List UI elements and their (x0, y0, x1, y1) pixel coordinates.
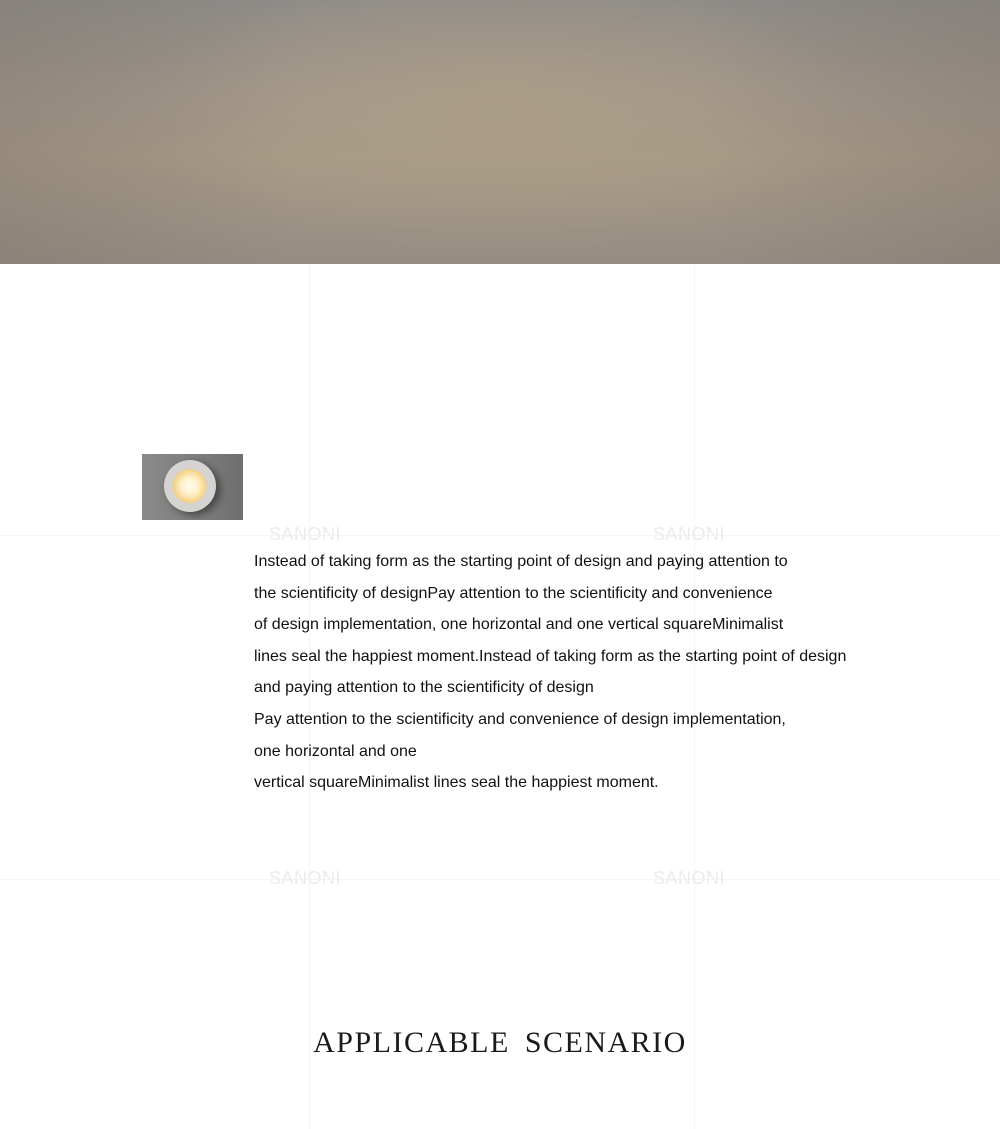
description-line: the scientificity of designPay attention to the scientificity and convenience (254, 584, 773, 602)
lamp-bulb (173, 469, 207, 503)
section-title: APPLICABLE SCENARIO (313, 1026, 687, 1059)
description-line: lines seal the happiest moment.Instead of taking form as the starting point of design (254, 647, 847, 665)
description-line: of design implementation, one horizontal and one vertical squareMinimalist (254, 616, 784, 634)
watermark-grid-line (0, 535, 1000, 536)
watermark-text: SANONI (653, 524, 726, 544)
description-line: and paying attention to the scientificity of design (254, 679, 594, 697)
hero-image (0, 0, 1000, 264)
description-line: vertical squareMinimalist lines seal the happiest moment. (254, 774, 659, 792)
lamp-housing (164, 460, 216, 512)
description-line: Instead of taking form as the starting point of design and paying attention to (254, 553, 788, 570)
watermark-text: SANONI (269, 524, 342, 544)
watermark-text: SANONI (269, 868, 342, 888)
description-line: Pay attention to the scientificity and convenience of design implementation, (254, 710, 786, 728)
watermark-grid-line (0, 879, 1000, 880)
watermark-text: SANONI (653, 868, 726, 888)
description-text (254, 546, 954, 799)
description-line: one horizontal and one (254, 742, 417, 760)
downlight-lamp-icon (142, 454, 243, 520)
